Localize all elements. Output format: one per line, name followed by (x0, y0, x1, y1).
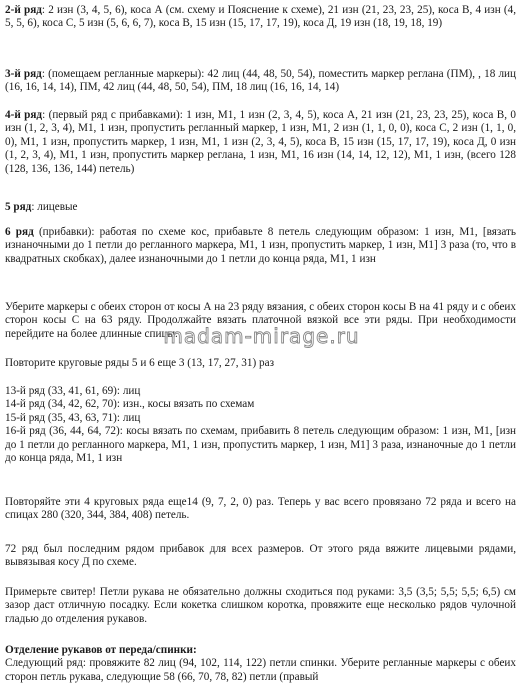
row-13-line: 13-й ряд (33, 41, 61, 69): лиц (5, 385, 141, 397)
row-instructions: : (первый ряд с прибавками): 1 изн, М1, 1 изн (2, 3, 4, 5), коса А, 21 изн (21, 23, 23, 25), коса В, 0 изн (1, 2, 3, 4), М1, 1 изн, пропустить регланный маркер, 1 изн, М1, 2 изн (1, 1, 0, 0), коса С, 2 изн (1, 1, 0, 0), М1, 1 изн, пропустить маркер, 1 изн, М1, 1 изн (2, 3, 4, 5), коса В, 15 изн (15, 17, 17, 19), коса Д, 0 изн (1, 2, 3, 4), М1, 1 изн, пропустить маркер реглана, 1 изн, М1, 16 изн (14, 14, 12, 12), М1, 1 изн, (всего 128 (128, 136, 136, 144) петель) (5, 109, 517, 175)
row-4-paragraph (5, 109, 516, 176)
row-label: 6 ряд (5, 226, 34, 238)
row-72-paragraph: 72 ряд был последним рядом прибавок для всех размеров. От этого ряда вяжите лицевыми рядами, вывязывая косу Д по схеме. (5, 543, 516, 569)
row-instructions: (прибавки): работая по схеме кос, прибавьте 8 петель следующим образом: 1 изн, М1, [вязать изнаночными до 1 петли до регланного маркера, М1, 1 изн, пропустить маркер, 1 изн, М1] 3 раза (то, что в квадратных скобках), далее изнаночными до 1 петли до конца ряда, М1, 1 изн (5, 226, 516, 265)
row-6-paragraph (5, 226, 516, 266)
row-label: 2-й ряд (5, 4, 42, 16)
repeat-paragraph: Повторите круговые ряды 5 и 6 еще 3 (13, 17, 27, 31) раз (5, 357, 274, 369)
row-15-line: 15-й ряд (35, 43, 63, 71): лиц (5, 411, 141, 424)
row-5-paragraph (5, 201, 516, 214)
rows-13-16-block (5, 385, 516, 465)
row-3-paragraph (5, 68, 516, 95)
row-16-line: 16-й ряд (36, 44, 64, 72): косы вязать по схемам, прибавить 8 петель следующим образом: 1 изн, М1, [изн до 1 петли до регланного маркера, М1, 1 изн, пропустить маркер, 1 изн, М1] 3 раза, изнаночные до 1 петли до конца ряда, М1, 1 изн (5, 425, 516, 465)
site-watermark: madam-mirage.ru (163, 324, 360, 348)
row-label: 4-й ряд (5, 109, 43, 121)
row-2-paragraph (5, 4, 516, 31)
row-instructions: : 2 изн (3, 4, 5, 6), коса А (см. схему и Пояснение к схеме), 21 изн (21, 23, 23, 25), коса В, 4 изн (4, 5, 5, 6), коса С, 5 изн (5, 6, 6, 7), коса В, 15 изн (15, 17, 17, 19), коса Д, 19 изн (18, 19, 18, 19) (5, 4, 516, 30)
markers-paragraph: Уберите маркеры с обеих сторон от косы А на 23 ряду вязания, с обеих сторон косы В на 41 ряду и с обеих сторон косы С на 63 ряду. Продолжайте вязать платочной вязкой все эти ряды. При необходимости перейдите на более длинные спицы. (5, 301, 516, 340)
row-label: 3-й ряд (5, 68, 42, 80)
sleeve-separation-paragraph (5, 644, 516, 684)
repeat-4-rows-paragraph: Повторяйте эти 4 круговых ряда еще14 (9, 7, 2, 0) раз. Теперь у вас всего провязано 72 ряда и всего на спицах 280 (320, 344, 384, 408) петель. (5, 496, 516, 522)
row-instructions: : (помещаем регланные маркеры): 42 лиц (44, 48, 50, 54), поместить маркер реглана (ПМ), , 18 лиц (16, 16, 14, 14), ПМ, 42 лиц (44, 48, 50, 54), ПМ, 18 лиц (16, 16, 14, 14) (5, 68, 516, 94)
fitting-paragraph: Примерьте свитер! Петли рукава не обязательно должны сходиться под руками: 3,5 (3,5; 5,5; 5,5; 6,5) см зазор даст отличную посадку. Если кокетка слишком коротка, провяжите еще несколько рядов чулочной гладью до отделения рукавов. (5, 586, 516, 625)
row-instructions: : лицевые (31, 201, 78, 213)
row-label: 5 ряд (5, 201, 32, 213)
row-14-line: 14-й ряд (34, 42, 62, 70): изн., косы вязать по схемам (5, 398, 255, 411)
section-text: Следующий ряд: провяжите 82 лиц (94, 102, 114, 122) петли спинки. Уберите регланные маркеры с обеих сторон петль рукава, следующие 58 (66, 70, 78, 82) петли (правый (5, 657, 516, 683)
section-heading: Отделение рукавов от переда/спинки: (5, 644, 197, 656)
